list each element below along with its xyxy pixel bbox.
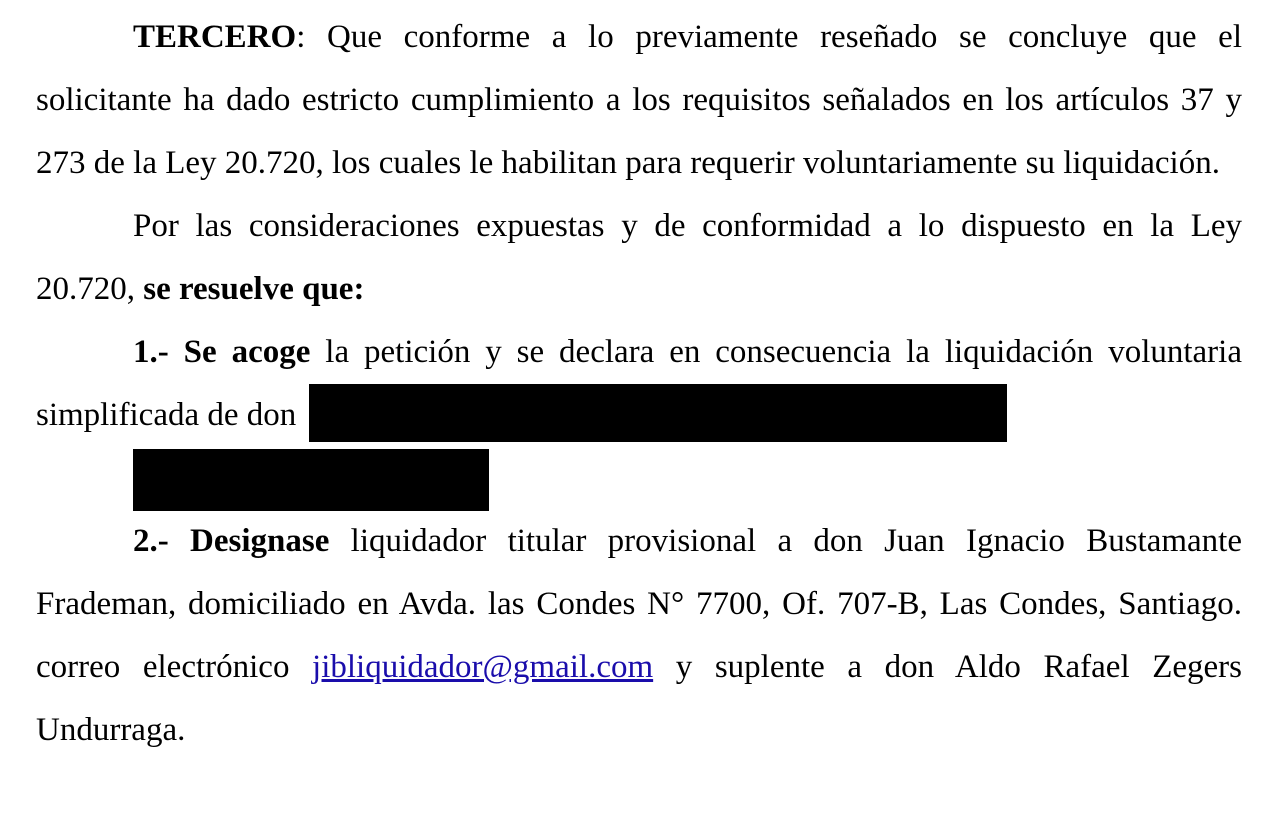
paragraph-tercero-text: : Que conforme a lo previamente reseñado se concluye que el solicitante ha dado estricto cumplimiento a los requisitos señalados en los artículos 37 y 273 de la Ley 20.720, los cuales le habilitan para requerir voluntariamente su liquidación. bbox=[36, 19, 1242, 181]
heading-tercero: TERCERO bbox=[133, 19, 297, 55]
redaction-line bbox=[36, 447, 1242, 510]
item-1-label: 1.- Se acoge bbox=[133, 334, 311, 370]
paragraph-item-2 bbox=[36, 510, 1242, 762]
item-2-text-end: y suplente a don Aldo Rafael Zegers Undurraga. bbox=[36, 649, 1242, 748]
item-1-text: la petición y se declara en consecuencia la liquidación voluntaria simplificada de don bbox=[36, 334, 1242, 433]
paragraph-tercero bbox=[36, 6, 1242, 195]
resolution-heading: se resuelve que: bbox=[143, 271, 365, 307]
document-body bbox=[36, 6, 1242, 762]
email-link[interactable]: jibliquidador@gmail.com bbox=[312, 649, 654, 685]
item-2-text: liquidador titular provisional a don Juan Ignacio Bustamante Frademan, domiciliado en Avda. las Condes N° 7700, Of. 707-B, Las Condes, Santiago. correo electrónico bbox=[36, 523, 1242, 685]
item-2-label: 2.- Designase bbox=[133, 523, 330, 559]
considerations-text: Por las consideraciones expuestas y de conformidad a lo dispuesto en la Ley 20.720, bbox=[36, 208, 1242, 307]
paragraph-considerations bbox=[36, 195, 1242, 321]
redaction-block bbox=[133, 449, 489, 511]
paragraph-item-1 bbox=[36, 321, 1242, 510]
redaction-block bbox=[309, 384, 1007, 442]
